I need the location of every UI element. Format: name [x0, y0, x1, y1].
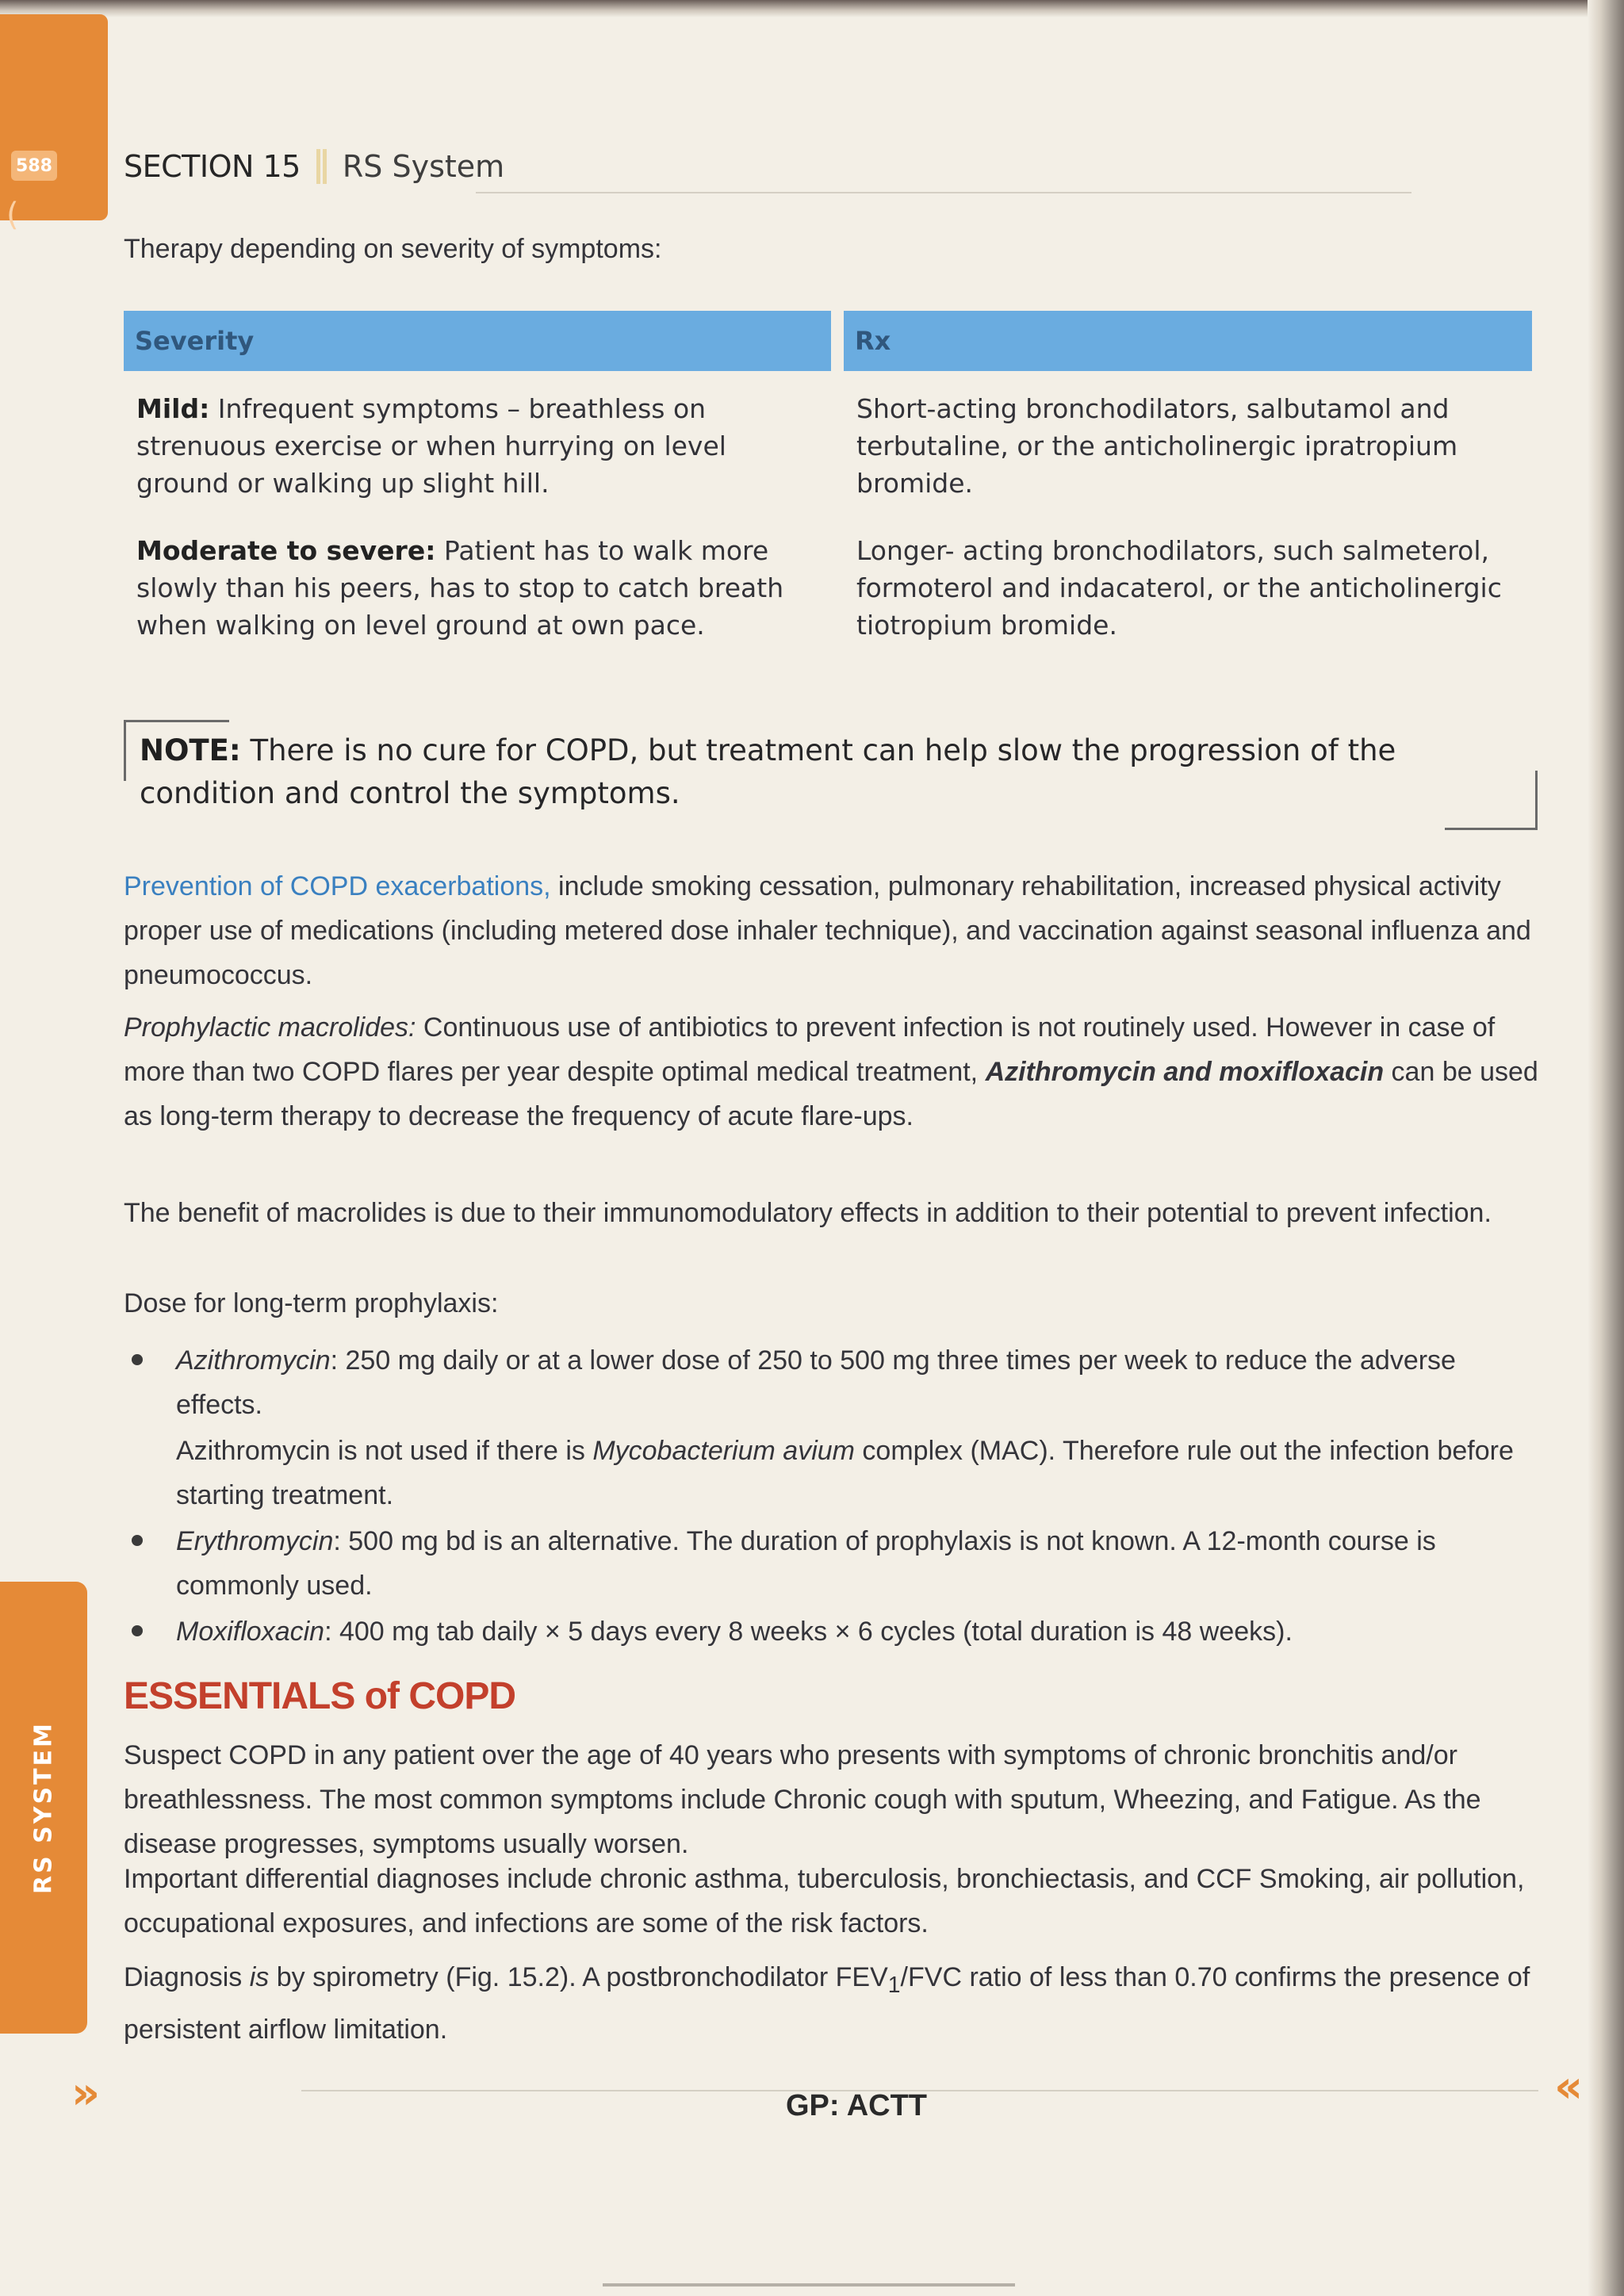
prophylactic-text-2: can be used as long-term therapy to decrease the frequency of acute flare-ups. — [124, 1057, 1538, 1131]
chevron-left-icon: « — [1554, 2061, 1584, 2113]
table-cell-severity — [124, 379, 844, 513]
dose-heading: Dose for long-term prophylaxis: — [124, 1288, 499, 1318]
note-box — [140, 729, 1535, 815]
severity-text: Infrequent symptoms – breathless on strenuous exercise or when hurrying on level ground or walking up slight hill. — [136, 393, 726, 499]
therapy-table — [124, 311, 1532, 655]
note-label: NOTE: — [140, 733, 241, 767]
prevention-paragraph — [124, 864, 1543, 997]
drug-text: : 500 mg bd is an alternative. The duration of prophylaxis is not known. A 12-month course is commonly used. — [176, 1526, 1436, 1601]
list-item — [124, 1609, 1543, 1654]
table-cell-rx: Short-acting bronchodilators, salbutamol and terbutaline, or the anticholinergic ipratropium bromide. — [856, 393, 1458, 499]
page-number: 588 — [11, 151, 57, 181]
severity-label: Moderate to severe: — [136, 535, 436, 566]
drug-subnote — [176, 1429, 1543, 1517]
drug-name: Azithromycin — [176, 1345, 331, 1376]
drug-name: Moxifloxacin — [176, 1617, 325, 1647]
diagnosis-is: is — [249, 1962, 270, 1992]
drug-name: Erythromycin — [176, 1526, 334, 1556]
diagnosis-text: by spirometry (Fig. 15.2). A postbronchodilator FEV — [269, 1962, 888, 1992]
prophylactic-paragraph — [124, 1005, 1543, 1138]
section-name: RS System — [342, 149, 505, 184]
drug-text: : 250 mg daily or at a lower dose of 250 to 500 mg three times per week to reduce the adverse effects. — [176, 1345, 1456, 1420]
table-header-severity: Severity — [124, 311, 831, 371]
bullet-icon — [132, 1354, 143, 1365]
page-top-shadow — [0, 0, 1624, 17]
section-header — [124, 143, 1392, 190]
intro-text: Therapy depending on severity of symptoms: — [124, 234, 662, 264]
essentials-paragraph-2: Important differential diagnoses include chronic asthma, tuberculosis, bronchiectasis, and CCF Smoking, air pollution, occupational exposures, and infections are some of the risk factors. — [124, 1864, 1525, 1938]
prophylactic-drugs: Azithromycin and moxifloxacin — [985, 1057, 1385, 1087]
essentials-paragraph-3 — [124, 1955, 1543, 2052]
list-item — [124, 1338, 1543, 1517]
page-binding-edge — [1588, 0, 1624, 2296]
section-label: SECTION 15 — [124, 149, 301, 184]
tab-curl-icon: ( — [6, 197, 19, 233]
drug-text: : 400 mg tab daily × 5 days every 8 weeks × 6 cycles (total duration is 48 weeks). — [324, 1617, 1293, 1647]
table-header-row — [124, 311, 1532, 371]
essentials-title: ESSENTIALS of COPD — [124, 1675, 516, 1717]
table-cell-rx: Longer- acting bronchodilators, such salmeterol, formoterol and indacaterol, or the anticholinergic tiotropium bromide. — [856, 535, 1502, 641]
chevron-right-icon: » — [71, 2068, 101, 2119]
diagnosis-text: /FVC ratio of less than 0.70 confirms the presence of persistent airflow limitation. — [124, 1962, 1530, 2045]
diagnosis-text: Diagnosis — [124, 1962, 250, 1992]
note-text: There is no cure for COPD, but treatment can help slow the progression of the condition and control the symptoms. — [140, 733, 1396, 810]
benefit-paragraph: The benefit of macrolides is due to their immunomodulatory effects in addition to their potential to prevent infection. — [124, 1198, 1492, 1228]
fev-subscript: 1 — [887, 1972, 901, 1998]
prophylactic-lead: Prophylactic macrolides: — [124, 1012, 416, 1043]
dose-list — [124, 1338, 1543, 1655]
prophylactic-text-1: Continuous use of antibiotics to prevent infection is not routinely used. However in case of more than two COPD flares per year despite optimal medical treatment, — [124, 1012, 1496, 1087]
side-tab-label: RS SYSTEM — [29, 1721, 58, 1894]
footer-label: GP: ACTT — [785, 2089, 927, 2122]
subnote-text: complex (MAC). Therefore rule out the infection before starting treatment. — [176, 1436, 1514, 1510]
table-header-rx: Rx — [844, 311, 1532, 371]
severity-label: Mild: — [136, 393, 210, 424]
bullet-icon — [132, 1535, 143, 1546]
table-row — [124, 521, 1532, 655]
subnote-organism: Mycobacterium avium — [592, 1436, 855, 1466]
section-separator — [316, 149, 320, 184]
prevention-lead: Prevention of COPD exacerbations, — [124, 871, 551, 901]
list-item — [124, 1519, 1543, 1608]
chapter-tab-top — [0, 14, 108, 220]
page-bottom-mark — [603, 2283, 1015, 2286]
subnote-text: Azithromycin is not used if there is — [176, 1436, 593, 1466]
bullet-icon — [132, 1625, 143, 1636]
severity-text: Patient has to walk more slowly than his peers, has to stop to catch breath when walking on level ground at own pace. — [136, 535, 784, 641]
table-cell-severity — [124, 521, 844, 655]
table-row — [124, 379, 1532, 513]
essentials-paragraph-1: Suspect COPD in any patient over the age of 40 years who presents with symptoms of chronic bronchitis and/or breathlessness. The most common symptoms include Chronic cough with sputum, Wheezing, and Fatigue. As the disease progresses, symptoms usually worsen. — [124, 1740, 1481, 1859]
header-rule — [476, 192, 1411, 193]
prevention-text: include smoking cessation, pulmonary rehabilitation, increased physical activity proper use of medications (including metered dose inhaler technique), and vaccination against seasonal influenza and pneumococcus. — [124, 871, 1531, 990]
